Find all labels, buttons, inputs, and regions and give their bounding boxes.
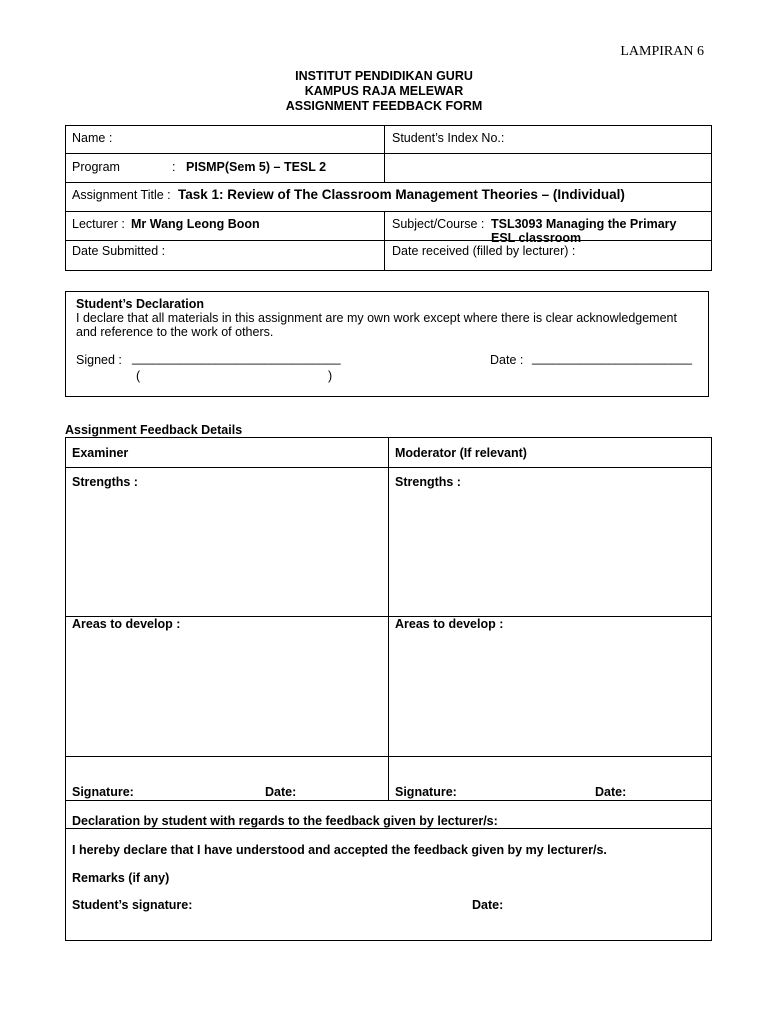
examiner-strengths-label: Strengths :	[72, 475, 138, 489]
subject-value-line2: ESL classroom	[491, 231, 582, 245]
feedback-table	[65, 437, 712, 941]
date-submitted-label: Date Submitted :	[72, 244, 166, 258]
date-received-label: Date received (filled by lecturer) :	[392, 244, 576, 258]
program-value: PISMP(Sem 5) – TESL 2	[186, 160, 327, 174]
assignment-title-value: Task 1: Review of The Classroom Management Theories – (Individual)	[178, 187, 625, 202]
program-label: Program	[72, 160, 120, 174]
declaration-date-line: _______________________	[532, 351, 692, 365]
student-signature-label: Student’s signature:	[72, 898, 193, 912]
lampiran-label: LAMPIRAN 6	[620, 44, 704, 59]
student-feedback-declaration-text: I hereby declare that I have understood and accepted the feedback given by my lecturer/s.	[72, 843, 607, 857]
institute-name: INSTITUT PENDIDIKAN GURU	[295, 69, 473, 83]
examiner-date-label: Date:	[265, 785, 297, 799]
examiner-header: Examiner	[72, 446, 129, 460]
declaration-title: Student’s Declaration	[76, 297, 205, 311]
moderator-strengths-label: Strengths :	[395, 475, 461, 489]
subject-label: Subject/Course :	[392, 217, 485, 231]
campus-name: KAMPUS RAJA MELEWAR	[304, 84, 464, 98]
declaration-text-line2: and reference to the work of others.	[76, 325, 274, 339]
name-bracket-close: )	[328, 369, 333, 383]
student-date-label: Date:	[472, 898, 504, 912]
signed-label: Signed :	[76, 353, 122, 367]
examiner-areas-label: Areas to develop :	[72, 617, 181, 631]
info-table	[65, 125, 712, 271]
program-colon: :	[172, 160, 176, 174]
lecturer-label: Lecturer :	[72, 217, 125, 231]
signed-line: ______________________________	[132, 351, 341, 365]
declaration-date-label: Date :	[490, 353, 524, 367]
moderator-signature-label: Signature:	[395, 785, 457, 799]
examiner-signature-label: Signature:	[72, 785, 134, 799]
name-label: Name :	[72, 131, 113, 145]
remarks-label: Remarks (if any)	[72, 871, 170, 885]
student-declaration-box	[65, 291, 709, 397]
moderator-header: Moderator (If relevant)	[395, 446, 527, 460]
feedback-section-title: Assignment Feedback Details	[65, 423, 243, 437]
student-feedback-declaration-heading: Declaration by student with regards to the feedback given by lecturer/s:	[72, 814, 498, 828]
declaration-text-line1: I declare that all materials in this assignment are my own work except where there is clear acknowledgement	[76, 311, 677, 325]
form-title: ASSIGNMENT FEEDBACK FORM	[285, 99, 483, 113]
subject-value-line1: TSL3093 Managing the Primary	[491, 217, 677, 231]
name-bracket-open: (	[136, 369, 141, 383]
assignment-title-label: Assignment Title :	[72, 188, 171, 202]
moderator-areas-label: Areas to develop :	[395, 617, 504, 631]
moderator-date-label: Date:	[595, 785, 627, 799]
lecturer-value: Mr Wang Leong Boon	[131, 217, 260, 231]
index-label: Student’s Index No.:	[392, 131, 505, 145]
